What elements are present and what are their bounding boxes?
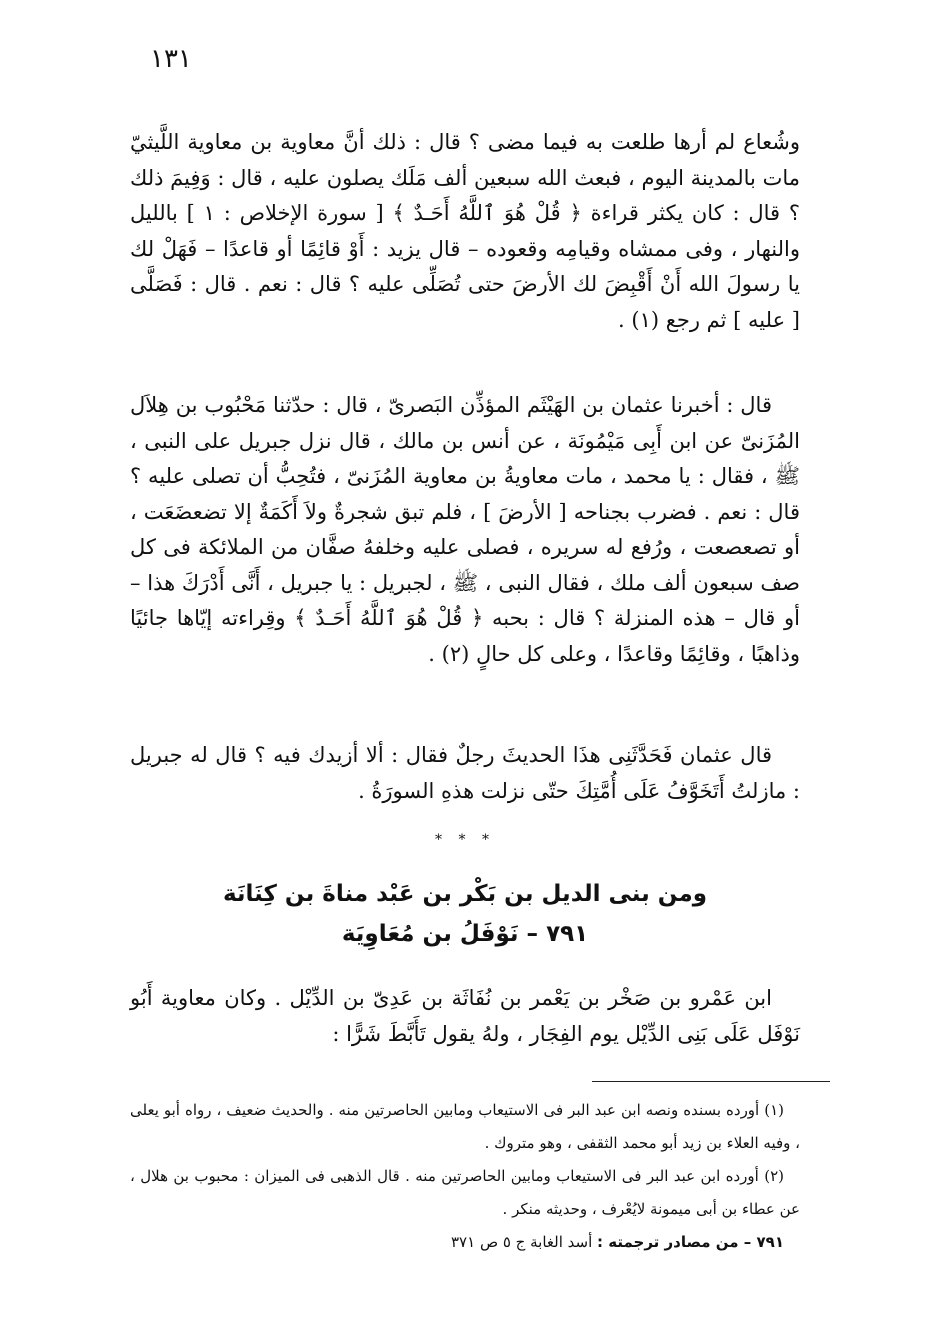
- page-number: ١٣١: [150, 44, 192, 74]
- source-note: [130, 1226, 800, 1259]
- source-label: ٧٩١ – من مصادر ترجمته :: [597, 1233, 784, 1251]
- footnote-2: (٢) أورده ابن عبد البر فى الاستيعاب ومابين الحاصرتين منه . قال الذهبى فى الميزان : محبوب بن هلال ، عن عطاء بن أبى ميمونة لايُعْرف ، وحديثه منكر .: [130, 1167, 800, 1218]
- section-heading: ومن بنى الديل بن بَكْر بن عَبْد مناةَ بن كِنَانَة: [222, 881, 708, 907]
- paragraph-text: قال : أخبرنا عثمان بن الهَيْثَم المؤذِّن البَصرىّ ، قال : حدّثنا مَحْبُوب بن هِلاَل المُزَنىّ عن ابن أَبِى مَيْمُونَة ، عن أنس بن مالك ، قال نزل جبريل على النبى ، ﷺ ، فقال : يا محمد ، مات معاويةُ بن معاوية المُزَنىّ ، فتُحِبُّ أن تصلى عليه ؟ قال : نعم . فضرب بجناحه [ الأرضَ ] ، فلم تبق شجرةٌ ولاَ أَكَمَةٌ إلا تضعضَعَت ، أو تصعصعت ، ورُفع له سريره ، فصلى عليه وخلفهُ صفَّان من الملائكة فى كل صف سبعون ألف ملك ، فقال النبى ، ﷺ ، لجبريل : يا جبريل ، أَنَّى أَدْرَكَ هذا – أو قال – هذه المنزلة ؟ قال : بحبه ﴿ قُلْ هُوَ ٱللَّهُ أَحَـدٌ ﴾ وقِراءته إيّاها جائيًا وذاهبًا ، وقائِمًا وقاعدًا ، وعلى كل حالٍ (٢) .: [130, 393, 800, 666]
- footnotes: [130, 1094, 800, 1259]
- paragraph-uthman: [130, 738, 800, 809]
- paragraph-text: قال عثمان فَحَدَّثَنِى هذَا الحديثَ رجلٌ فقال : ألا أزيدك فيه ؟ قال له جبريل : مازلتُ أَتَخَوَّفُ عَلَى أُمَّتِكَ حتّى نزلت هذهِ السورَةُ .: [130, 743, 800, 803]
- paragraph-text: ابن عَمْرو بن صَخْر بن يَعْمر بن نُفَاثَة بن عَدِىّ بن الدِّيْل . وكان معاوية أَبُو نَوْفَل عَلَى بَنِى الدِّيْل يوم الفِجَار ، ولهُ يقول تَأَبَّطَ شَرًّا :: [130, 986, 800, 1046]
- source-text: أسد الغابة ج ٥ ص ٣٧١: [451, 1233, 593, 1251]
- footnote-1: (١) أورده بسنده ونصه ابن عبد البر فى الاستيعاب ومابين الحاصرتين منه . والحديث ضعيف ، رواه أبو يعلى ، وفيه العلاء بن زيد أبو محمد الثقفى ، وهو متروك .: [130, 1101, 800, 1152]
- paragraph-hadith: [130, 388, 800, 672]
- paragraph-entry: [130, 981, 800, 1052]
- footnote-divider: [592, 1081, 830, 1082]
- entry-heading: ٧٩١ – نَوْفَلُ بن مُعَاوِيَة: [341, 921, 589, 947]
- paragraph-text: وشُعاع لم أرها طلعت به فيما مضى ؟ قال : ذلك أنَّ معاوية بن معاوية اللَّيثيّ مات بالمدينة اليوم ، فبعث الله سبعين ألف مَلَك يصلون عليه ، قال : وَفِيمَ ذلك ؟ قال : كان يكثر قراءة ﴿ قُلْ هُوَ ٱللَّهُ أَحَـدٌ ﴾ [ سورة الإخلاص : ١ ] بالليل والنهار ، وفى ممشاه وقيامِه وقعوده – قال يزيد : أَوْ قائِمًا أو قاعدًا – فَهَلْ لك يا رسولَ الله أَنْ أَقْبِضَ لك الأرضَ حتى تُصَلِّى عليه ؟ قال : نعم . قال : فَصَلَّى [ عليه ] ثم رجع (١) .: [130, 130, 800, 332]
- section-separator: * * *: [435, 832, 495, 848]
- paragraph-continuation: [130, 125, 800, 338]
